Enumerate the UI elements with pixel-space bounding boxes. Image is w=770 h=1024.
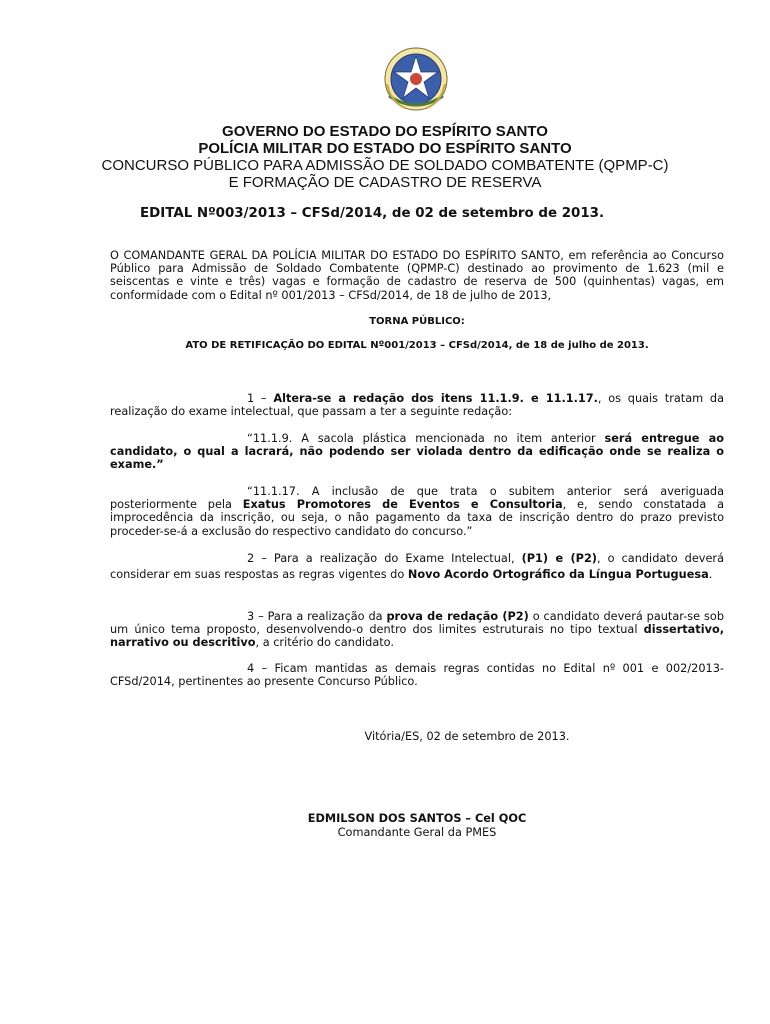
header-government: GOVERNO DO ESTADO DO ESPÍRITO SANTO — [222, 123, 548, 140]
item-4: 4 – Ficam mantidas as demais regras contidas no Edital nº 001 e 002/2013-CFSd/2014, pertinentes ao presente Concurso Público. — [110, 662, 724, 689]
state-coat-of-arms-icon — [381, 44, 451, 114]
header-reserve: E FORMAÇÃO DE CADASTRO DE RESERVA — [228, 174, 542, 191]
header-police: POLÍCIA MILITAR DO ESTADO DO ESPÍRITO SANTO — [198, 140, 572, 157]
date-line: Vitória/ES, 02 de setembro de 2013. — [364, 730, 570, 743]
item-1: 1 – Altera-se a redação dos itens 11.1.9. e 11.1.17., os quais tratam da realização do exame intelectual, que passam a ter a seguinte redação: — [110, 392, 724, 419]
item-3: 3 – Para a realização da prova de redação (P2) o candidato deverá pautar-se sob um único tema proposto, desenvolvendo-o dentro dos limites estruturais no tipo textual dissertativo, narrativo ou descritivo, a critério do candidato. — [110, 610, 724, 650]
item-2: 2 – Para a realização do Exame Intelectual, (P1) e (P2), o candidato deverá considerar em suas respostas as regras vigentes do Novo Acordo Ortográfico da Língua Portuguesa. — [110, 552, 724, 581]
intro-paragraph: O COMANDANTE GERAL DA POLÍCIA MILITAR DO ESTADO DO ESPÍRITO SANTO, em referência ao Concurso Público para Admissão de Soldado Combatente (QPMP-C) destinado ao provimento de 1.623 (mil e seiscentas e vinte e três) vagas e formação de cadastro de reserva de 500 (quinhentas) vagas, em conformidade com o Edital nº 001/2013 – CFSd/2014, de 18 de julho de 2013, — [110, 249, 724, 302]
quote-11-1-9: “11.1.9. A sacola plástica mencionada no item anterior será entregue ao candidato, o qual a lacrará, não podendo ser violada dentro da edificação onde se realiza o exame.” — [110, 432, 724, 472]
signature-name: EDMILSON DOS SANTOS – Cel QOC — [307, 812, 527, 825]
signature-title: Comandante Geral da PMES — [337, 826, 497, 839]
ato-retificacao: ATO DE RETIFICAÇÃO DO EDITAL Nº001/2013 – CFSd/2014, de 18 de julho de 2013. — [185, 340, 649, 351]
header-contest: CONCURSO PÚBLICO PARA ADMISSÃO DE SOLDADO COMBATENTE (QPMP-C) — [101, 157, 669, 174]
quote-11-1-17: “11.1.17. A inclusão de que trata o subitem anterior será averiguada posteriormente pela Exatus Promotores de Eventos e Consultoria, e, sendo constatada a improcedência da inscrição, ou seja, o não pagamento da taxa de inscrição dentro do prazo previsto proceder-se-á a exclusão do respectivo candidato do concurso.” — [110, 485, 724, 538]
edital-title: EDITAL Nº003/2013 – CFSd/2014, de 02 de setembro de 2013. — [140, 206, 605, 221]
torna-publico: TORNA PÚBLICO: — [369, 316, 465, 327]
